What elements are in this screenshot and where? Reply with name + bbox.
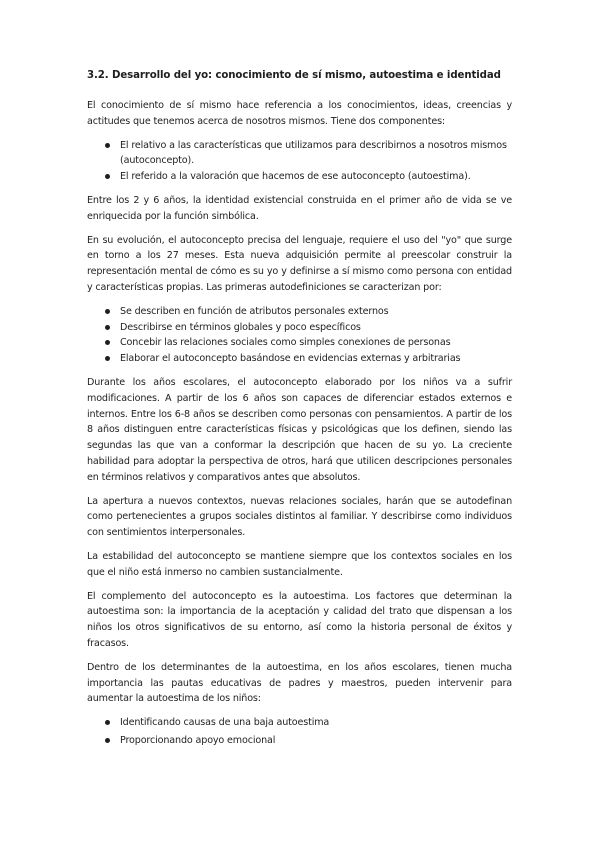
bullet-icon xyxy=(105,325,110,330)
bullet-icon xyxy=(105,309,110,314)
components-list xyxy=(87,138,512,185)
interventions-list xyxy=(87,715,512,749)
paragraph-self-esteem: El complemento del autoconcepto es la autoestima. Los factores que determinan la autoestima son: la importancia de la aceptación y calidad del trato que dispensan a los niños los otros significativos de su entorno, así como la historia personal de éxitos y fracasos. xyxy=(87,590,512,649)
list-item: El relativo a las características que utilizamos para describirnos a nosotros mismos (autoconcepto). xyxy=(87,138,512,170)
list-item: Se describen en función de atributos personales externos xyxy=(87,304,512,320)
list-item: Elaborar el autoconcepto basándose en evidencias externas y arbitrarias xyxy=(87,351,512,367)
bullet-icon xyxy=(105,738,110,743)
bullet-icon xyxy=(105,720,110,725)
bullet-icon xyxy=(105,356,110,361)
paragraph-identity: Entre los 2 y 6 años, la identidad existencial construida en el primer año de vida se ve enriquecida por la función simbólica. xyxy=(87,194,512,222)
bullet-icon xyxy=(105,340,110,345)
list-item: Identificando causas de una baja autoestima xyxy=(87,715,512,731)
autodefiniciones-list xyxy=(87,304,512,367)
paragraph-intro: El conocimiento de sí mismo hace referencia a los conocimientos, ideas, creencias y actitudes que tenemos acerca de nosotros mismos. Tiene dos componentes: xyxy=(87,100,512,127)
paragraph-evolution: En su evolución, el autoconcepto precisa del lenguaje, requiere el uso del "yo" que surge en torno a los 27 meses. Esta nueva adquisición permite al preescolar construir la representación mental de cómo es su yo y definirse a sí mismo como persona con entidad y características propias. Las primeras autodefiniciones se caracterizan por: xyxy=(87,234,512,293)
paragraph-determinants: Dentro de los determinantes de la autoestima, en los años escolares, tienen mucha importancia las pautas educativas de padres y maestros, pueden intervenir para aumentar la autoestima de los niños: xyxy=(87,661,512,705)
bullet-icon xyxy=(105,143,110,148)
list-item: Concebir las relaciones sociales como simples conexiones de personas xyxy=(87,335,512,351)
list-item: Proporcionando apoyo emocional xyxy=(87,733,512,749)
paragraph-stability: La estabilidad del autoconcepto se mantiene siempre que los contextos sociales en los que el niño está inmerso no cambien sustancialmente. xyxy=(87,550,512,578)
paragraph-school-years: Durante los años escolares, el autoconcepto elaborado por los niños va a sufrir modificaciones. A partir de los 6 años son capaces de diferenciar estados externos e internos. Entre los 6-8 años se describen como personas con pensamientos. A partir de los 8 años distinguen entre características físicas y psicológicas que los definen, siendo las segundas las que van a conformar la descripción que hacen de su yo. La creciente habilidad para adoptar la perspectiva de otros, hará que utilicen descripciones personales en términos relativos y comparativos antes que absolutos. xyxy=(87,376,512,483)
list-item: El referido a la valoración que hacemos de ese autoconcepto (autoestima). xyxy=(87,169,512,185)
paragraph-new-contexts: La apertura a nuevos contextos, nuevas relaciones sociales, harán que se autodefinan como pertenecientes a grupos sociales distintos al familiar. Y describirse como individuos con sentimientos interpersonales. xyxy=(87,495,512,539)
list-item: Describirse en términos globales y poco específicos xyxy=(87,320,512,336)
bullet-icon xyxy=(105,174,110,179)
section-heading: 3.2. Desarrollo del yo: conocimiento de sí mismo, autoestima e identidad xyxy=(87,70,501,81)
